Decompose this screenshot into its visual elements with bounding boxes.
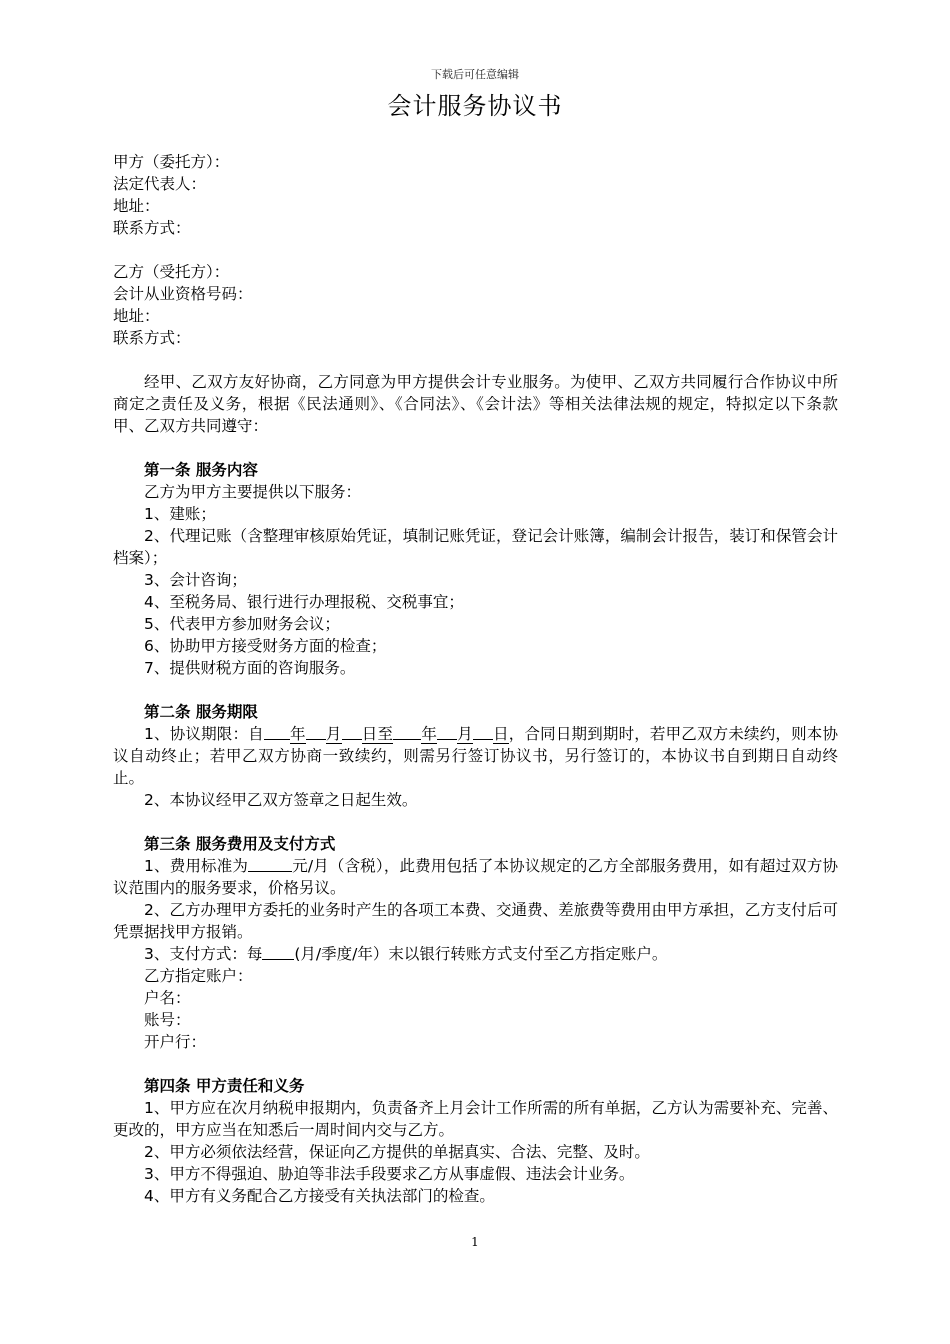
article-1-intro: 乙方为甲方主要提供以下服务： (144, 483, 362, 501)
party-b-contact: 联系方式： (113, 329, 191, 347)
article-1-item: 5、代表甲方参加财务会议； (144, 615, 340, 633)
article-1-item: 1、建账； (144, 505, 216, 523)
document-title: 会计服务协议书 (387, 92, 563, 120)
party-a-contact: 联系方式： (113, 219, 191, 237)
page-number: 1 (471, 1235, 479, 1249)
article-2-term-clause: 1、协议期限：自 年 月 日至 年 月 日，合同日期到期时，若甲乙双方未续约，则本协议自动终止；若甲乙双方协商一致续约，则需另行签订协议书，另行签订的，本协议书自到期日自动终止。 (113, 725, 838, 787)
article-3-fee-clause: 1、费用标准为 元/月（含税），此费用包括了本协议规定的乙方全部服务费用，如有超过双方协议范围内的服务要求，价格另议。 (113, 857, 838, 897)
document-body (113, 151, 838, 1207)
article-1-item: 6、协助甲方接受财务方面的检查； (144, 637, 387, 655)
article-4-heading: 第四条 甲方责任和义务 (144, 1077, 305, 1095)
article-1-item: 4、至税务局、银行进行办理报税、交税事宜； (144, 593, 464, 611)
article-1-item: 7、提供财税方面的咨询服务。 (144, 659, 356, 677)
account-label: 乙方指定账户： (144, 967, 253, 985)
account-name-label: 户名： (144, 989, 191, 1007)
article-1-heading: 第一条 服务内容 (144, 461, 258, 479)
article-4-item: 1、甲方应在次月纳税申报期内，负责备齐上月会计工作所需的所有单据，乙方认为需要补充、完善、更改的，甲方应当在知悉后一周时间内交与乙方。 (113, 1099, 838, 1139)
article-2-effective-clause: 2、本协议经甲乙双方签章之日起生效。 (144, 791, 418, 809)
article-4-item: 2、甲方必须依法经营，保证向乙方提供的单据真实、合法、完整、及时。 (144, 1143, 650, 1161)
preamble-paragraph: 经甲、乙双方友好协商，乙方同意为甲方提供会计专业服务。为使甲、乙双方共同履行合作协议中所商定之责任及义务，根据《民法通则》、《合同法》、《会计法》等相关法律法规的规定，特拟定以下条款甲、乙双方共同遵守： (113, 373, 838, 435)
article-3-expense-clause: 2、乙方办理甲方委托的业务时产生的各项工本费、交通费、差旅费等费用由甲方承担，乙方支付后可凭票据找甲方报销。 (113, 901, 838, 941)
article-2-heading: 第二条 服务期限 (144, 703, 258, 721)
header-note: 下载后可任意编辑 (431, 68, 519, 81)
article-1-item: 2、代理记账（含整理审核原始凭证，填制记账凭证，登记会计账簿，编制会计报告，装订和保管会计档案）； (113, 527, 838, 567)
article-3-payment-clause: 3、支付方式：每 (月/季度/年）末以银行转账方式支付至乙方指定账户。 (144, 945, 668, 963)
article-3-heading: 第三条 服务费用及支付方式 (144, 835, 336, 853)
account-bank-label: 开户行： (144, 1033, 207, 1051)
party-a-representative: 法定代表人： (113, 175, 207, 193)
account-number-label: 账号： (144, 1011, 191, 1029)
article-4-item: 3、甲方不得强迫、胁迫等非法手段要求乙方从事虚假、违法会计业务。 (144, 1165, 635, 1183)
party-a-heading: 甲方（委托方）： (113, 153, 230, 171)
party-b-address: 地址： (113, 307, 160, 325)
party-b-heading: 乙方（受托方）： (113, 263, 230, 281)
article-1-item: 3、会计咨询； (144, 571, 247, 589)
party-b-certificate: 会计从业资格号码： (113, 285, 253, 303)
party-a-address: 地址： (113, 197, 160, 215)
article-4-item: 4、甲方有义务配合乙方接受有关执法部门的检查。 (144, 1187, 495, 1205)
